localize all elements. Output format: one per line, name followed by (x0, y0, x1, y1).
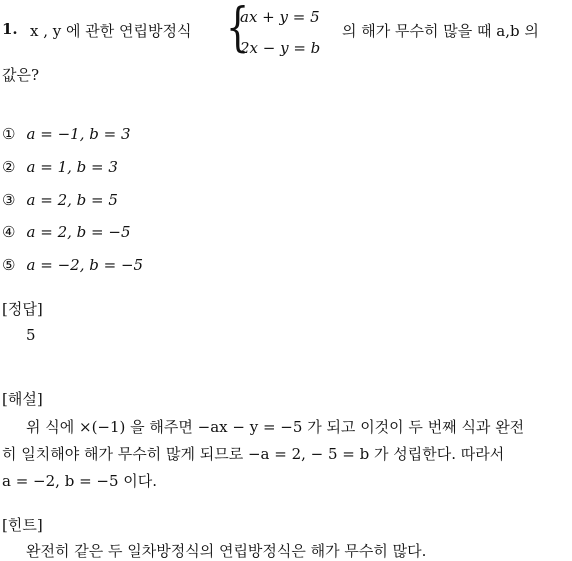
choice-mark: ⑤ (2, 256, 16, 274)
choice-text: a = 1, b = 3 (26, 158, 118, 176)
choice-text: a = −1, b = 3 (26, 125, 131, 143)
explanation-line-3: a = −2, b = −5 이다. (2, 472, 158, 490)
hint-text: 완전히 같은 두 일차방정식의 연립방정식은 해가 무수히 많다. (26, 542, 427, 560)
choice-mark: ③ (2, 191, 16, 209)
choice-1[interactable] (2, 124, 131, 143)
choice-text: a = 2, b = 5 (26, 191, 118, 209)
system-brace: { (226, 0, 250, 58)
choice-text: a = −2, b = −5 (26, 256, 144, 274)
choice-2[interactable] (2, 157, 118, 176)
question-stem-line2: 값은? (2, 66, 40, 84)
system-equation-1: ax + y = 5 (240, 8, 320, 26)
choice-5[interactable] (2, 255, 143, 274)
question-stem-before: x , y 에 관한 연립방정식 (30, 22, 192, 40)
question-stem-after: 의 해가 무수히 많을 때 a,b 의 (342, 22, 539, 40)
choice-4[interactable] (2, 222, 131, 241)
choice-mark: ④ (2, 223, 16, 241)
explanation-line-2: 히 일치해야 해가 무수히 많게 되므로 −a = 2, − 5 = b 가 성립한다. 따라서 (2, 445, 505, 463)
answer-value: 5 (26, 326, 36, 344)
explanation-line-1: 위 식에 ×(−1) 을 해주면 −ax − y = −5 가 되고 이것이 두 번째 식과 완전 (26, 418, 525, 436)
answer-label: [정답] (2, 300, 43, 318)
choice-text: a = 2, b = −5 (26, 223, 131, 241)
choice-mark: ② (2, 158, 16, 176)
system-equation-2: 2x − y = b (240, 39, 321, 57)
choice-mark: ① (2, 125, 16, 143)
choice-3[interactable] (2, 190, 118, 209)
question-number: 1. (2, 20, 18, 38)
hint-label: [힌트] (2, 516, 43, 534)
explanation-label: [해설] (2, 390, 43, 408)
